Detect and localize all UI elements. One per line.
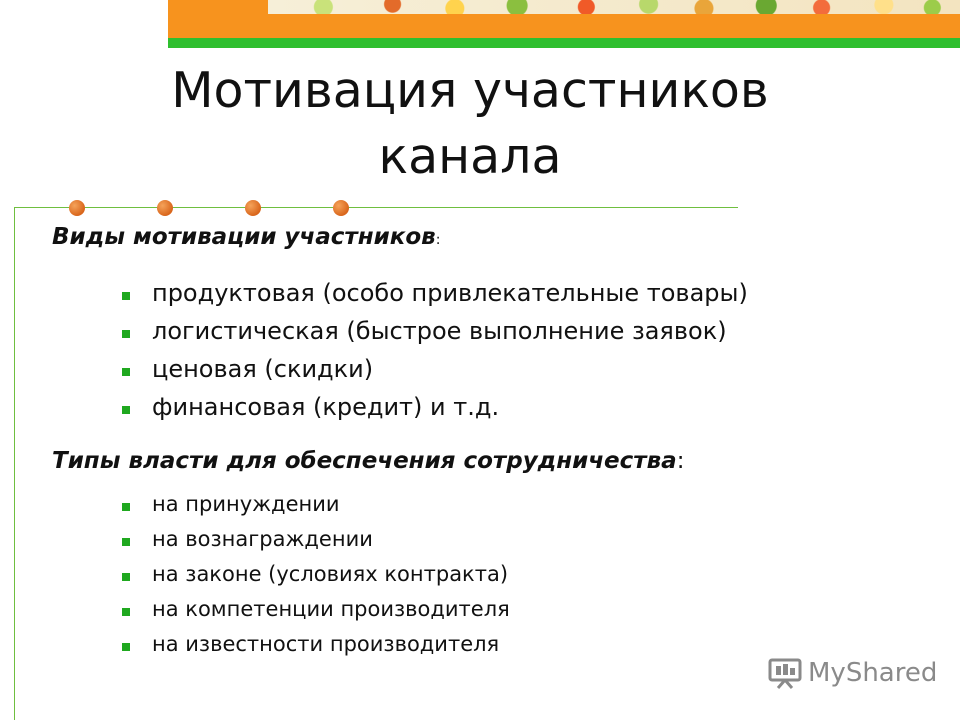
- list-item-text: на известности производителя: [152, 632, 500, 656]
- square-bullet-icon: [122, 406, 130, 414]
- list-item: [118, 557, 510, 592]
- heading-text: Типы власти для обеспечения сотрудничества: [52, 448, 677, 474]
- heading-colon: :: [435, 232, 441, 248]
- motivation-types-list: [118, 274, 748, 426]
- list-item-text: на законе (условиях контракта): [152, 562, 509, 586]
- section-heading-motivation-types: [52, 224, 440, 250]
- list-item-text: ценовая (скидки): [152, 355, 374, 383]
- list-item: [118, 274, 748, 312]
- square-bullet-icon: [122, 292, 130, 300]
- decorative-dot: [69, 200, 85, 216]
- square-bullet-icon: [122, 368, 130, 376]
- list-item-text: на вознаграждении: [152, 527, 373, 551]
- list-item: [118, 487, 510, 522]
- section-heading-power-types: [52, 448, 684, 474]
- presentation-screen-icon: [768, 657, 802, 689]
- list-item: [118, 388, 748, 426]
- banner-green-strip: [168, 38, 960, 48]
- decorative-dot: [157, 200, 173, 216]
- slide-title-line-1: Мотивация участников: [171, 62, 769, 119]
- frame-horizontal-line: [14, 207, 738, 208]
- watermark-text: MyShared: [808, 658, 938, 688]
- myshared-watermark: [768, 655, 937, 691]
- list-item: [118, 312, 748, 350]
- top-banner: [168, 0, 960, 48]
- list-item-text: на принуждении: [152, 492, 340, 516]
- frame-vertical-line: [14, 207, 15, 720]
- list-item-text: логистическая (быстрое выполнение заявок): [152, 317, 727, 345]
- slide-title-line-2: канала: [378, 128, 562, 185]
- list-item: [118, 592, 510, 627]
- slide-title: [60, 58, 880, 190]
- decorative-dot: [245, 200, 261, 216]
- banner-photo-strip: [268, 0, 960, 14]
- square-bullet-icon: [122, 538, 130, 546]
- list-item: [118, 627, 510, 662]
- list-item: [118, 350, 748, 388]
- heading-text: Виды мотивации участников: [52, 224, 436, 250]
- list-item-text: на компетенции производителя: [152, 597, 510, 621]
- list-item-text: финансовая (кредит) и т.д.: [152, 393, 500, 421]
- decorative-dot: [333, 200, 349, 216]
- square-bullet-icon: [122, 330, 130, 338]
- square-bullet-icon: [122, 503, 130, 511]
- square-bullet-icon: [122, 608, 130, 616]
- square-bullet-icon: [122, 643, 130, 651]
- square-bullet-icon: [122, 573, 130, 581]
- list-item: [118, 522, 510, 557]
- power-types-list: [118, 487, 510, 662]
- heading-colon: :: [676, 448, 685, 474]
- list-item-text: продуктовая (особо привлекательные товары): [152, 279, 748, 307]
